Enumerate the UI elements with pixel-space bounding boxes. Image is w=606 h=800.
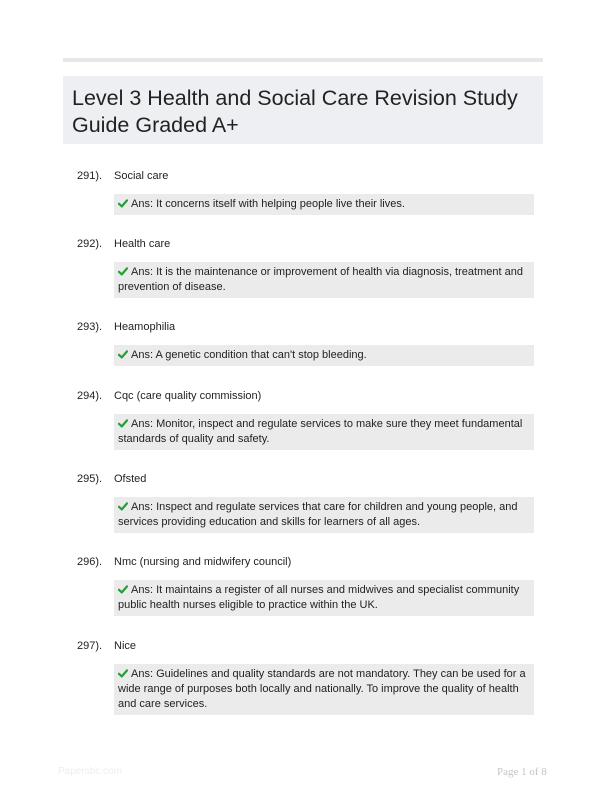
item-question: Nice <box>114 640 137 652</box>
title-banner <box>63 76 543 144</box>
item-question: Social care <box>114 170 169 182</box>
check-icon <box>118 350 128 359</box>
check-icon <box>118 669 128 678</box>
answer-box <box>114 497 534 533</box>
item-question: Cqc (care quality commission) <box>114 390 262 402</box>
item-number: 294). <box>77 390 103 402</box>
item-question: Health care <box>114 238 171 250</box>
item-question: Heamophilia <box>114 321 176 333</box>
item-number: 296). <box>77 556 103 568</box>
answer-text: Ans: Monitor, inspect and regulate services to make sure they meet fundamental standards of quality and safety. <box>118 418 523 445</box>
answer-text: Ans: A genetic condition that can't stop bleeding. <box>131 349 367 361</box>
answer-text: Ans: It is the maintenance or improvement of health via diagnosis, treatment and prevention of disease. <box>118 266 523 293</box>
page-number: Page 1 of 8 <box>497 766 547 778</box>
item-number: 297). <box>77 640 103 652</box>
check-icon <box>118 502 128 511</box>
item-question: Ofsted <box>114 473 147 485</box>
answer-box <box>114 414 534 450</box>
item-number: 293). <box>77 321 103 333</box>
item-number: 295). <box>77 473 103 485</box>
check-icon <box>118 585 128 594</box>
answer-text: Ans: Inspect and regulate services that care for children and young people, and services providing education and skills for learners of all ages. <box>118 501 518 528</box>
check-icon <box>118 199 128 208</box>
answer-text: Ans: Guidelines and quality standards are not mandatory. They can be used for a wide range of purposes both locally and nationally. To improve the quality of health and care services. <box>118 668 526 710</box>
answer-box <box>114 194 534 215</box>
top-divider <box>63 58 543 62</box>
item-number: 291). <box>77 170 103 182</box>
check-icon <box>118 267 128 276</box>
answer-text: Ans: It maintains a register of all nurses and midwives and specialist community public health nurses eligible to practice within the UK. <box>118 584 520 611</box>
item-number: 292). <box>77 238 103 250</box>
item-question: Nmc (nursing and midwifery council) <box>114 556 292 568</box>
answer-box <box>114 262 534 298</box>
footer-watermark: Papersbc.com <box>58 766 122 777</box>
check-icon <box>118 419 128 428</box>
answer-box <box>114 345 534 366</box>
answer-text: Ans: It concerns itself with helping people live their lives. <box>131 198 405 210</box>
answer-box <box>114 580 534 616</box>
answer-box <box>114 664 534 715</box>
document-title: Level 3 Health and Social Care Revision Study Guide Graded A+ <box>72 86 518 137</box>
